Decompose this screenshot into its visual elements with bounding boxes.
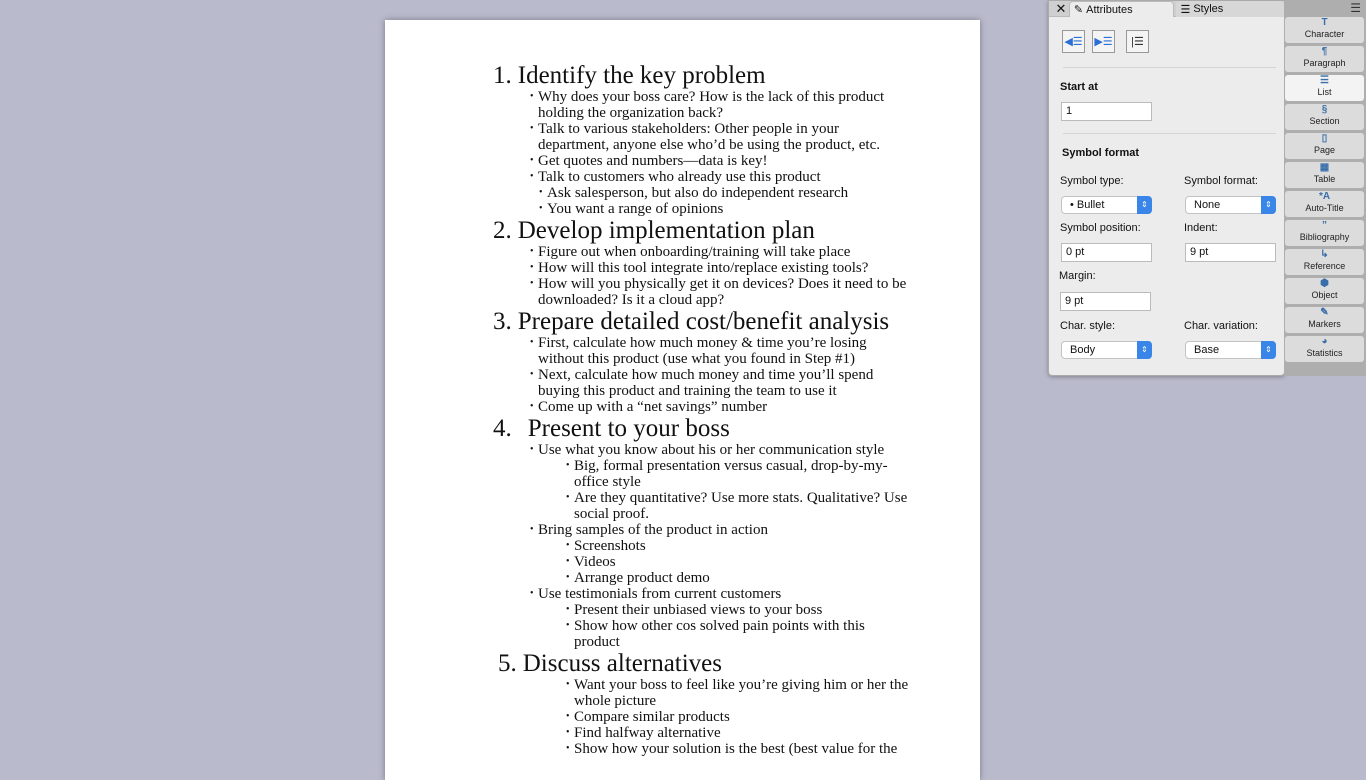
bullet-item: • Why does your boss care? How is the lack of this product holding the organization back? [538, 89, 910, 121]
select-value: • Bullet [1070, 199, 1105, 211]
bullet-item: • Want your boss to feel like you’re giving him or her the whole picture [574, 677, 910, 709]
bullet-item: • Bring samples of the product in action [538, 522, 910, 538]
sidebar-tab-object[interactable] [1285, 278, 1364, 304]
markers-icon: ✎ [1320, 307, 1329, 318]
bullet-item: • Videos [574, 554, 910, 570]
section-number: 2. [493, 217, 512, 244]
section-number: 3. [493, 308, 512, 335]
char-variation-label: Char. variation: [1184, 320, 1258, 332]
char-variation-select[interactable] [1185, 341, 1276, 359]
char-style-select[interactable] [1061, 341, 1152, 359]
character-icon: T [1321, 17, 1328, 28]
start-at-input[interactable]: 1 [1061, 102, 1152, 121]
section-number: 4. [493, 415, 512, 442]
auto-title-icon: *A [1318, 191, 1331, 202]
document-page[interactable] [385, 20, 980, 780]
section-number: 5. [498, 650, 517, 677]
symbol-format-select[interactable] [1185, 196, 1276, 214]
chevron-updown-icon: ⇕ [1137, 341, 1152, 359]
object-icon: ⬢ [1320, 278, 1329, 289]
sidebar-tab-label: Reference [1303, 261, 1346, 271]
bullet-item: • Are they quantitative? Use more stats. Qualitative? Use social proof. [574, 490, 910, 522]
divider [1063, 67, 1276, 68]
list-format-button[interactable]: |☰ [1126, 30, 1149, 53]
section-title: Identify the key problem [517, 62, 766, 89]
decrease-indent-button[interactable]: ◀☰ [1062, 30, 1085, 53]
sidebar-tab-label: List [1317, 87, 1332, 97]
list-icon: ☰ [1320, 75, 1329, 86]
select-value: None [1194, 199, 1221, 211]
bullet-item: • Present their unbiased views to your boss [574, 602, 910, 618]
bullet-item: • Next, calculate how much money and time you’ll spend buying this product and training the team to use it [538, 367, 910, 399]
section-title: Develop implementation plan [517, 217, 815, 244]
start-at-label: Start at [1060, 81, 1098, 93]
menu-icon[interactable]: ☰ [1350, 1, 1361, 15]
symbol-type-select[interactable] [1061, 196, 1152, 214]
section-number: 1. [493, 62, 512, 89]
increase-indent-button[interactable]: ▶☰ [1092, 30, 1115, 53]
tab-label: Attributes [1086, 3, 1133, 16]
bullet-item: • Ask salesperson, but also do independent research [547, 185, 910, 201]
list-icon: ☰ [1180, 3, 1191, 16]
bullet-item: • Talk to customers who already use this product [538, 169, 910, 185]
bullet-item: • Compare similar products [574, 709, 910, 725]
tab-label: Styles [1193, 3, 1224, 15]
section-heading [493, 308, 913, 335]
sidebar-tab-bibliography[interactable] [1285, 220, 1364, 246]
bullet-item: • How will this tool integrate into/replace existing tools? [538, 260, 910, 276]
chevron-updown-icon: ⇕ [1261, 196, 1276, 214]
bullet-item: • Use what you know about his or her communication style [538, 442, 910, 458]
section-heading [493, 650, 913, 677]
sidebar-tab-markers[interactable] [1285, 307, 1364, 333]
sidebar-tab-label: Page [1313, 145, 1336, 155]
margin-label: Margin: [1059, 270, 1096, 282]
bibliography-icon: ” [1322, 220, 1327, 231]
bullet-item: • Show how other cos solved pain points with this product [574, 618, 910, 650]
bullet-item: • Show how your solution is the best (best value for the [574, 741, 910, 757]
bullet-item: • First, calculate how much money & time you’re losing without this product (use what you found in Step #1) [538, 335, 910, 367]
close-icon[interactable]: ✕ [1055, 1, 1067, 16]
tab-styles[interactable] [1176, 1, 1284, 17]
sidebar-tab-reference[interactable] [1285, 249, 1364, 275]
sidebar-tab-list[interactable] [1285, 75, 1364, 101]
panel-tabbar [1049, 1, 1284, 17]
sidebar-tab-label: Auto-Title [1305, 203, 1344, 213]
section-icon: § [1321, 104, 1328, 115]
section-title: Present to your boss [527, 415, 730, 442]
sidebar-tab-label: Section [1309, 116, 1340, 126]
document-body[interactable] [493, 62, 913, 757]
pencil-icon: ✎ [1073, 4, 1084, 16]
symbol-position-input[interactable]: 0 pt [1061, 243, 1152, 262]
bullet-item: • Talk to various stakeholders: Other people in your department, anyone else who’d be using the product, etc. [538, 121, 910, 153]
sidebar-tab-page[interactable] [1285, 133, 1364, 159]
bullet-item: • Get quotes and numbers—data is key! [538, 153, 910, 169]
bullet-item: • Use testimonials from current customers [538, 586, 910, 602]
indent-input[interactable]: 9 pt [1185, 243, 1276, 262]
sidebar-tab-label: Table [1313, 174, 1336, 184]
symbol-format-heading: Symbol format [1062, 147, 1140, 159]
bullet-item: • Big, formal presentation versus casual, drop-by-my-office style [574, 458, 910, 490]
statistics-icon: ◕ [1321, 336, 1328, 347]
sidebar-tab-table[interactable] [1285, 162, 1364, 188]
sidebar-tab-label: Object [1311, 290, 1338, 300]
page-icon: ▯ [1321, 133, 1328, 144]
chevron-updown-icon: ⇕ [1261, 341, 1276, 359]
select-value: Body [1070, 344, 1096, 356]
sidebar-tab-auto-title[interactable] [1285, 191, 1364, 217]
sidebar-tab-label: Statistics [1306, 348, 1343, 358]
margin-input[interactable]: 9 pt [1060, 292, 1151, 311]
symbol-position-label: Symbol position: [1060, 222, 1141, 234]
section-title: Prepare detailed cost/benefit analysis [517, 308, 890, 335]
bullet-item: • Find halfway alternative [574, 725, 910, 741]
inspector-sidebar [1284, 0, 1366, 376]
sidebar-tab-character[interactable] [1285, 17, 1364, 43]
char-style-label: Char. style: [1060, 320, 1116, 332]
section-title: Discuss alternatives [522, 650, 723, 677]
sidebar-tab-section[interactable] [1285, 104, 1364, 130]
bullet-item: • Figure out when onboarding/training will take place [538, 244, 910, 260]
divider [1063, 133, 1276, 134]
bullet-item: • Arrange product demo [574, 570, 910, 586]
sidebar-tab-paragraph[interactable] [1285, 46, 1364, 72]
bullet-item: • Come up with a “net savings” number [538, 399, 910, 415]
sidebar-tab-label: Bibliography [1299, 232, 1350, 242]
bullet-item: • How will you physically get it on devices? Does it need to be downloaded? Is it a cloud app? [538, 276, 910, 308]
sidebar-tab-label: Markers [1308, 319, 1341, 329]
symbol-format-label: Symbol format: [1184, 175, 1258, 187]
sidebar-tab-label: Paragraph [1303, 58, 1346, 68]
section-heading [493, 217, 913, 244]
section-heading [493, 62, 913, 89]
paragraph-icon: ¶ [1321, 46, 1328, 57]
chevron-updown-icon: ⇕ [1137, 196, 1152, 214]
bullet-item: • Screenshots [574, 538, 910, 554]
table-icon: ▦ [1319, 162, 1330, 173]
sidebar-tab-statistics[interactable] [1285, 336, 1364, 362]
section-heading [493, 415, 913, 442]
symbol-type-label: Symbol type: [1060, 175, 1124, 187]
indent-label: Indent: [1184, 222, 1218, 234]
attributes-panel [1048, 0, 1285, 376]
tab-attributes[interactable] [1069, 1, 1175, 17]
sidebar-tab-label: Character [1304, 29, 1345, 39]
bullet-item: • You want a range of opinions [547, 201, 910, 217]
select-value: Base [1194, 344, 1220, 356]
reference-icon: ↳ [1320, 249, 1329, 260]
